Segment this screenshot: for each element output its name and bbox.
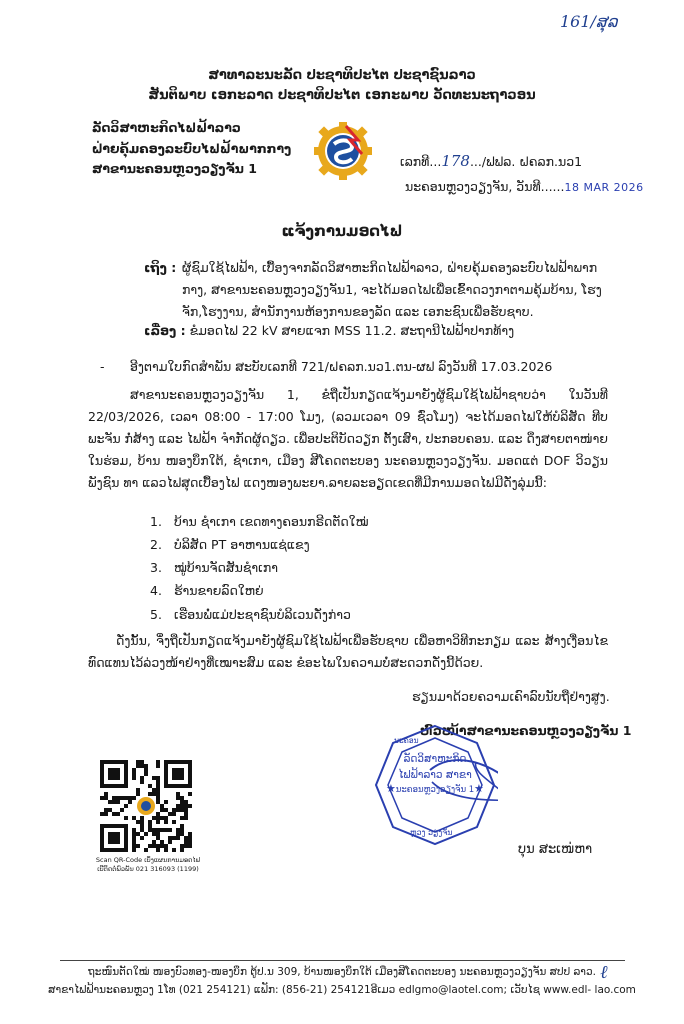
footer-web-label: ; ເວັບໄຊ	[503, 984, 540, 996]
area-list	[150, 510, 369, 626]
footer-email-link[interactable]: edlgmo@laotel.com	[398, 984, 504, 996]
org-line-1: ລັດວິສາຫະກິດໄຟຟ້າລາວ	[92, 120, 241, 135]
subject-text: ຂໍມອດໄຟ 22 kV ສາຍແຈກ MSS 11.2. ສະຖານີໄຟຟ້າປາກທ້າງ	[189, 323, 515, 338]
org-line-3: ສາຂານະຄອນຫຼວງວຽງຈັນ 1	[92, 161, 257, 177]
subject-section	[144, 322, 514, 341]
reference-line: - ອີງຕາມໃບກົດສໍາພັນ ສະບັບເລກທີ 721/ຝຄລກ.ນວ1.ຕນ-ຜຟ ລົງວັນທີ 17.03.2026	[100, 359, 553, 374]
signatory-name: ບຸນ ສະເໜ່ຫາ	[518, 842, 593, 857]
doc-number-suffix: /ຟຟລ. ຝຄລກ.ນວ1	[481, 154, 583, 169]
footer-divider	[60, 960, 625, 961]
document-title: ແຈ້ງການມອດໄຟ	[281, 222, 403, 240]
list-item: 3. ໝູ່ບ້ານຈັດສັນຊໍາເກາ	[150, 560, 278, 576]
edl-logo	[312, 120, 374, 186]
closing-paragraph: ດັ່ງນັ້ນ, ຈຶ່ງຖືເປັນກຽດແຈ້ງມາຍັງຜູ້ຊົມໃຊ້ໄຟຟ້າເພື່ອຮັບຊາບ ເພື່ອຫາວິທີກະກຽມ ແລະ ສ້າງເງື່ອນໄຂທົດແທນໄວ້ລ່ວງໜ້າຢ່າງທີ່ເໝາະສົມ ແລະ ຂໍອະໄພໃນຄວາມບໍ່ສະດວກດັ່ງນີ້ດ້ວຍ.	[88, 633, 608, 670]
qr-code	[100, 760, 192, 856]
stamp-ring-top: ນະຄອນ	[394, 736, 419, 745]
place-date-label: ນະຄອນຫຼວງວຽງຈັນ, ວັນທີ	[405, 179, 541, 194]
to-section	[146, 257, 616, 323]
signatory-title: ຫົວໜ້າສາຂານະຄອນຫຼວງວຽງຈັນ 1	[420, 723, 632, 738]
footer-contact	[0, 984, 684, 996]
regards-line: ຮຽນມາດ້ວຍຄວາມເຄົາລົບນັບຖືຢ່າງສູງ.	[412, 689, 610, 704]
footer-address: ຖະໜົນຕັດໃໝ່ ໜອງບົວທອງ-ໜອງບຶກ ຕູ້ປ.ນ 309, ບ້ານໜອງບຶກໃຕ້ ເມືອງສີໂຄດຕະບອງ ນະຄອນຫຼວງວຽງຈັນ ສປປ ລາວ.	[88, 966, 596, 978]
footer-phone: ສາຂາໄຟຟ້ານະຄອນຫຼວງ 1ໂທ (021 254121) ແຟັກ: (856-21) 254121ອີເມວ	[48, 984, 396, 996]
place-and-date: ນະຄອນຫຼວງວຽງຈັນ, ວັນທີ......18 MAR 2026	[405, 179, 644, 194]
footer-web-link[interactable]: www.edl- lao.com	[543, 984, 636, 996]
qr-caption	[78, 856, 218, 874]
reference-text: ອີງຕາມໃບກົດສໍາພັນ ສະບັບເລກທີ 721/ຝຄລກ.ນວ1.ຕນ-ຜຟ ລົງວັນທີ 17.03.2026	[130, 359, 553, 374]
stamped-date: 18 MAR 2026	[564, 181, 644, 194]
list-item: 4. ຮ້ານຂາຍລົດໃຫຍ່	[150, 583, 264, 599]
to-label: ເຖິງ :	[144, 260, 177, 275]
doc-number-label: ເລກທີ	[400, 154, 430, 169]
doc-number-handwritten: 178	[441, 152, 470, 170]
stamp-ring-bottom: ຫຼວງ ວຽງຈັນ	[410, 828, 453, 837]
list-item: 5. ເຮືອນພໍ່ແມ່ປະຊາຊົນບໍລິເວນດັ່ງກ່າວ	[150, 606, 351, 622]
list-item: 1. ບ້ານ ຊໍາເກາ ເຂດທາງຄອນກຣີດຕັດໃໝ່	[150, 514, 369, 529]
svg-text:★: ★	[386, 782, 396, 795]
qr-caption-1: Scan QR-Code ເບິ່ງແຜນການມອດໄຟ	[95, 856, 201, 864]
stamp-text: ລັດວິສາຫະກິດ ໄຟຟ້າລາວ ສາຂາ ນະຄອນຫຼວງວຽງຈັນ 1	[395, 753, 475, 795]
handwritten-reference: 161/ສຸລ	[560, 12, 618, 31]
national-header-line-1: ສາທາລະນະລັດ ປະຊາທິປະໄຕ ປະຊາຊົນລາວ	[208, 68, 476, 83]
body-paragraph: ສາຂານະຄອນຫຼວງວຽງຈັນ 1, ຂໍຖືເປັນກຽດແຈ້ງມາຍັງຜູ້ຊົມໃຊ້ໄຟຟ້າຊາບວ່າ ໃນວັນທີ 22/03/2026, ເວລາ 08:00 - 17:00 ໂມງ, (ລວມເວລາ 09 ຊົ່ວໂມງ) ຈະໄດ້ມອດໄຟໃຫ້ບໍລິສັດ ທີບພະຈັນ ກໍ່ສ້າງ ແລະ ໄຟຟ້າ ຈໍາກັດຜູ້ດຽວ. ເພື່ອປະຕິບັດວຽກ ຕັ້ງເສົາ, ປະກອບຄອນ. ແລະ ດຶງສາຍຕາໜ່າຍ ໃນຮ່ອມ, ບ້ານ ໜອງບຶກໃຕ້, ຊໍາເກາ, ເມືອງ ສີໂຄດຕະບອງ ນະຄອນຫຼວງວຽງຈັນ. ມອດແຕ່ DOF ວິວຽນພັງຊົນ ທາ ແລວໄຟສຸດເບື້ອງໄຟ ແດງໜອງພະຍາ.ລາຍລະອຽດເຂດທີ່ມີການມອດໄຟມີດັ່ງລຸ່ມນີ້:	[88, 387, 608, 490]
document-number: ເລກທີ...178.../ຟຟລ. ຝຄລກ.ນວ1	[400, 152, 583, 170]
footer-handwritten-mark: ℓ	[600, 962, 608, 983]
subject-label: ເລື່ອງ :	[144, 323, 186, 338]
organization-block	[92, 118, 291, 180]
to-text: ຜູ້ຊົມໃຊ້ໄຟຟ້າ, ເບື້ອງຈາກລັດວິສາຫະກິດໄຟຟ້າລາວ, ຝ່າຍຄຸ້ມຄອງລະບົບໄຟຟ້າພາກກາງ, ສາຂານະຄອນຫຼວງວຽງຈັນ1, ຈະໄດ້ມອດໄຟເພື່ອເຂົ້າດວງກາຕາມຄຸ້ມບ້ານ, ໂຮງຈັກ,ໂຮງງານ, ສໍານັກງານຫ້ອງການຂອງລັດ ແລະ ເອກະຊົນເພື່ອຮັບຊາບ.	[182, 260, 602, 319]
qr-caption-2: ເບີຕິດຕໍ່ພົວພັນ 021 316093 (1199)	[97, 865, 199, 874]
edl-logo-icon	[312, 120, 374, 182]
org-line-2: ຝ່າຍຄຸ້ມຄອງລະບົບໄຟຟ້າພາກກາງ	[92, 140, 292, 156]
official-stamp	[372, 722, 498, 852]
qr-code-image	[100, 760, 192, 852]
list-item: 2. ບໍລິສັດ PT ອາຫານແຊ່ແຂງ	[150, 537, 310, 553]
national-header-line-2: ສັນຕິພາບ ເອກະລາດ ປະຊາທິປະໄຕ ເອກະພາບ ວັດທະນະຖາວອນ	[148, 88, 536, 103]
svg-text:★: ★	[474, 782, 484, 795]
